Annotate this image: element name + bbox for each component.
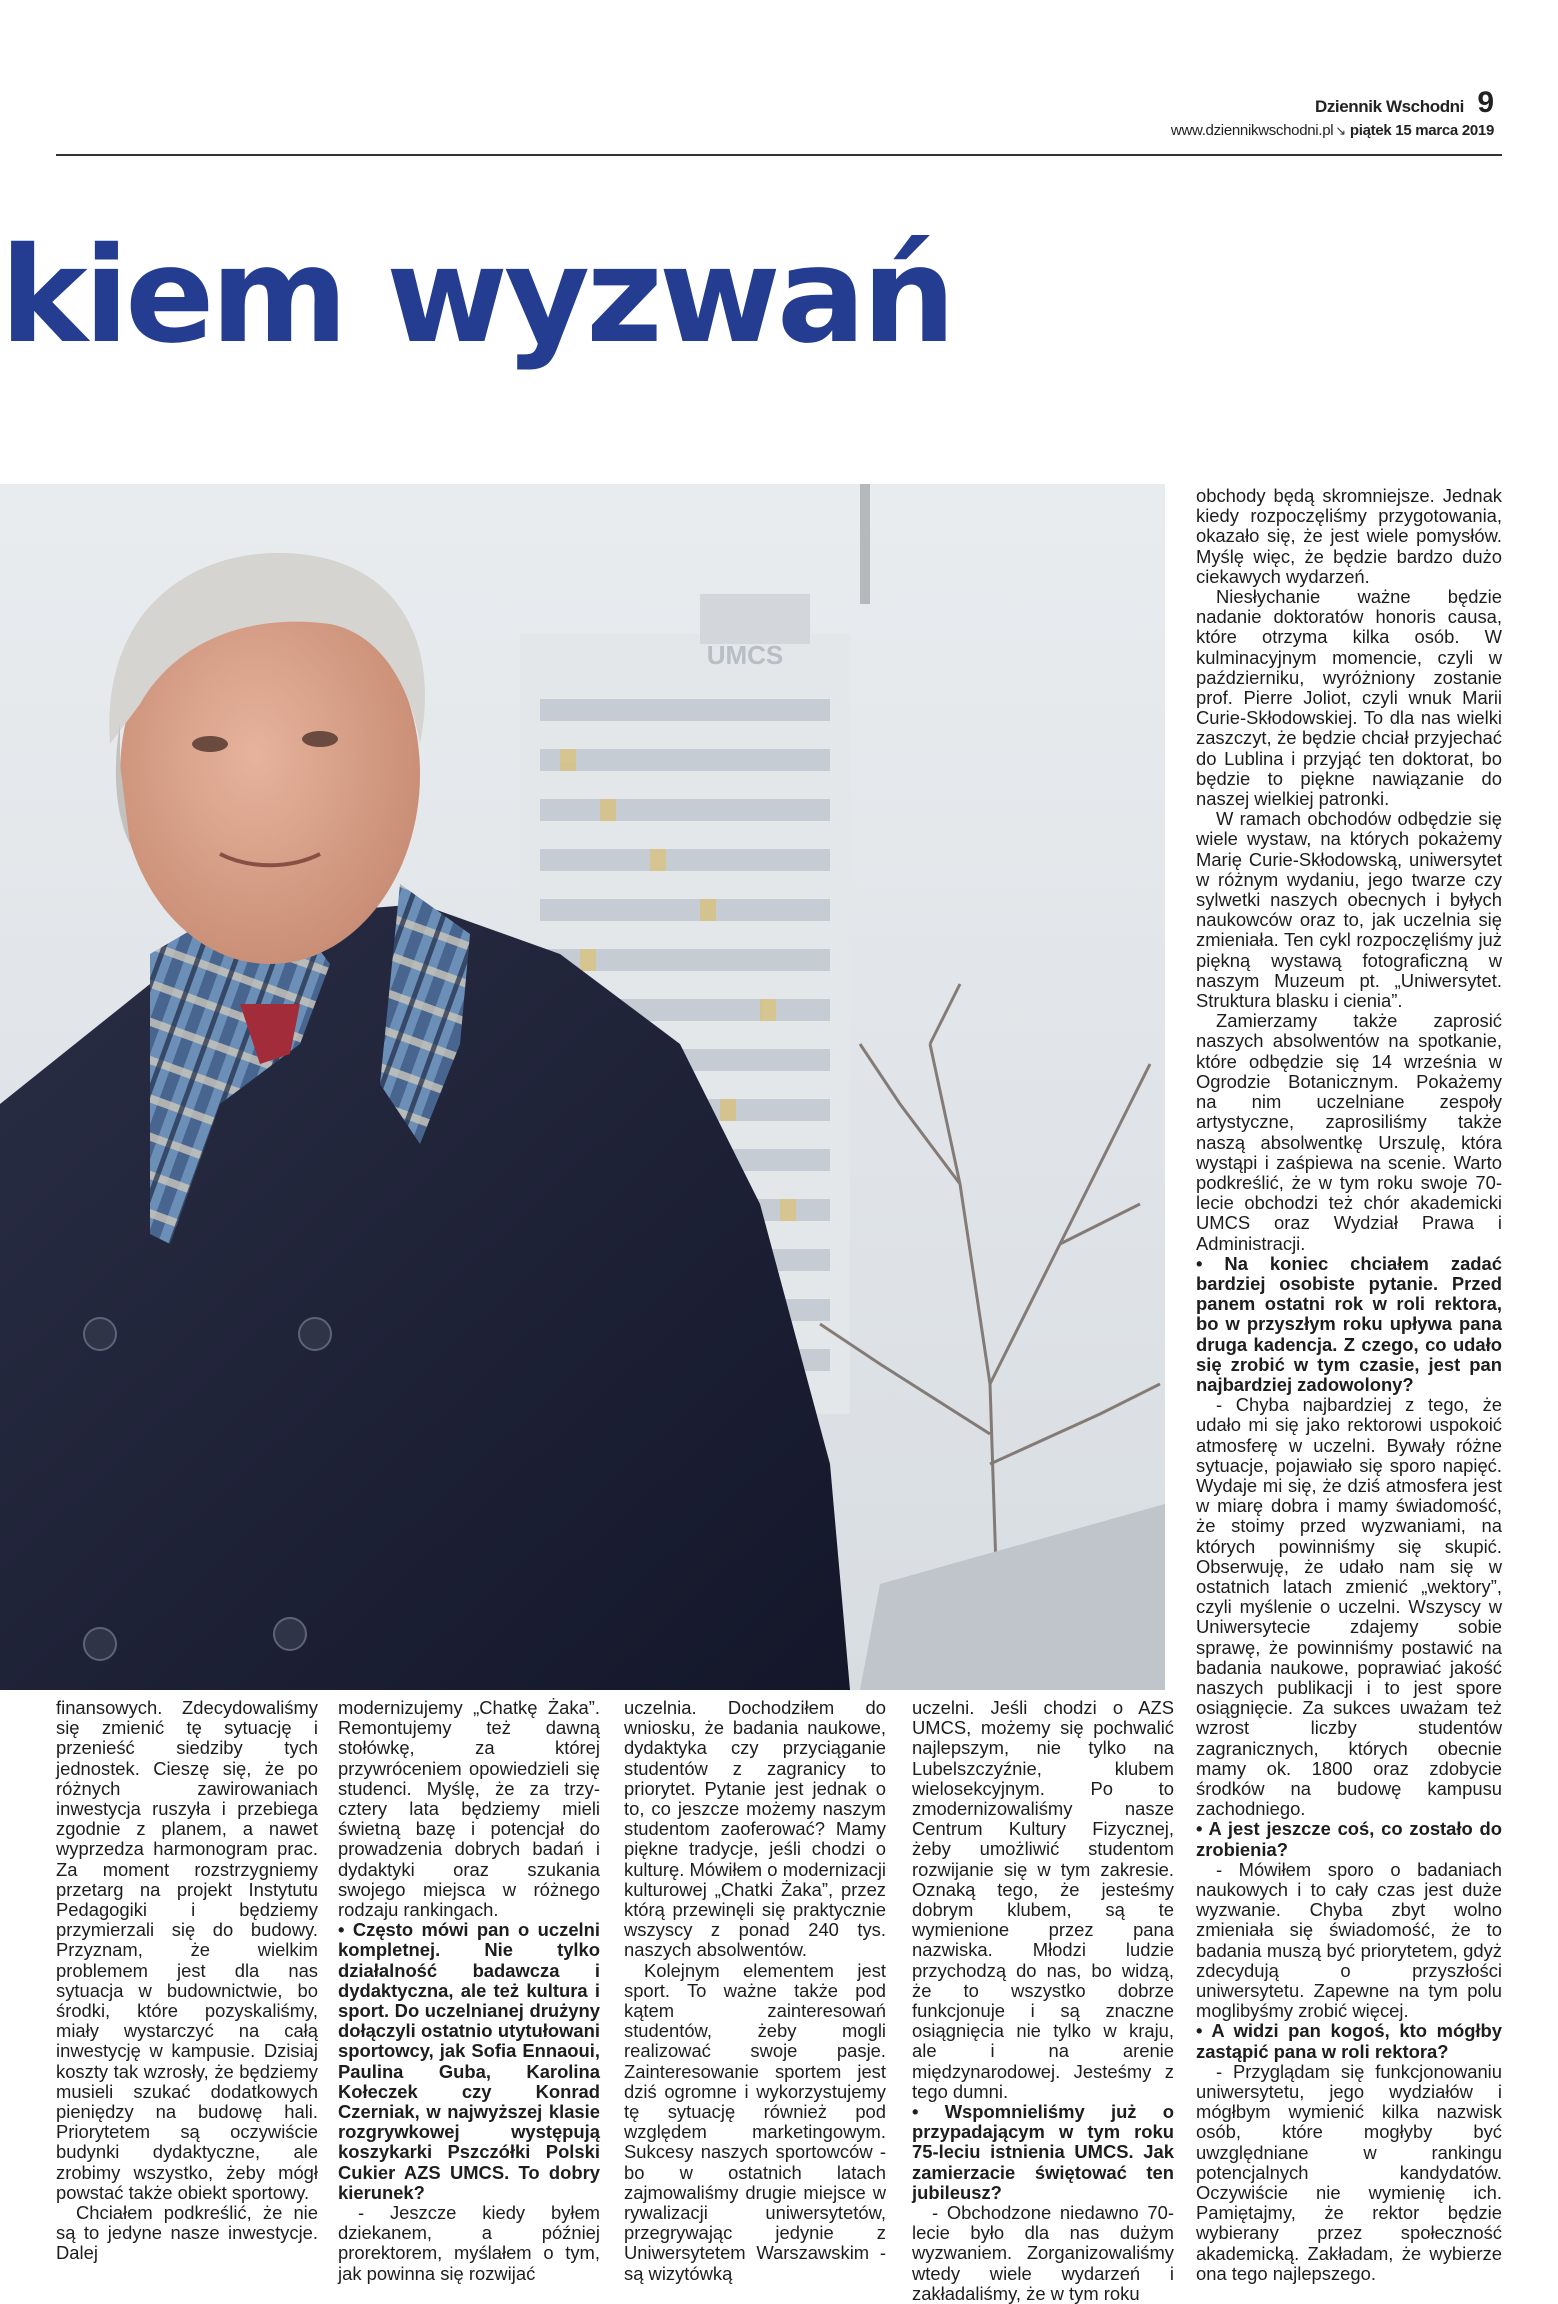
paragraph: obchody będą skromniejsze. Jednak kiedy rozpoczęliśmy przygotowania, okazało się, że jest wiele pomysłów. Myślę więc, że będzie bardzo dużo ciekawych wydarzeń. [1196, 485, 1502, 587]
article-column-3 [624, 1698, 886, 2284]
interview-question: • Wspomnieliśmy już o przypadającym w tym roku 75-leciu istnienia UMCS. Jak zamierzacie świętować ten jubileusz? [912, 2101, 1174, 2203]
paragraph: Kolejnym elementem jest sport. To ważne także pod kątem zainteresowań studentów, żeby mogli realizować swoje pasje. Zainteresowanie sportem jest dziś ogromne i wykorzystujemy tę sytuację również pod względem marketingowym. Sukcesy naszych sportowców - bo w ostatnich latach zajmowaliśmy drugie miejsce w rywalizacji uniwersytetów, przegrywając jedynie z Uniwersytetem Warszawskim - są wizytówką [624, 1959, 886, 2284]
interview-answer: - Przyglądam się funkcjonowaniu uniwersytetu, jego wydziałów i mógłbym wymienić kilka nazwisk osób, które mogłyby być uwzględniane w rankingu potencjalnych kandydatów. Oczywiście nie wymienię ich. Pamiętajmy, że rektor będzie wybierany przez społeczność akademicką. Zakładam, że wybierze ona tego najlepszego. [1196, 2060, 1502, 2284]
article-column-right [1196, 486, 1502, 2284]
page-number: 9 [1477, 86, 1494, 119]
interview-question: • Na koniec chciałem zadać bardziej osobiste pytanie. Przed panem ostatni rok w roli rektora, bo w przyszłym roku upływa pana druga kadencja. Z czego, co udało się zrobić w tym czasie, jest pan najbardziej zadowolony? [1196, 1252, 1502, 1395]
page-header [0, 0, 1558, 160]
building-sign: UMCS [706, 640, 784, 670]
paragraph: Niesłychanie ważne będzie nadanie doktoratów honoris causa, które otrzyma kilka osób. W kulminacyjnym momencie, czyli w październiku, wyróżniony zostanie prof. Pierre Joliot, czyli wnuk Marii Curie-Skłodowskiej. To dla nas wielki zaszczyt, że będzie chciał przyjechać do Lublina i przyjąć ten doktorat, bo będzie to piękne nawiązanie do naszej wielkiej patronki. [1196, 586, 1502, 810]
cursor-icon: ↘ [1335, 123, 1346, 138]
headline: kiem wyzwań [0, 219, 952, 373]
paragraph: uczelni. Jeśli chodzi o AZS UMCS, możemy się pochwalić najlepszym, nie tylko na Lubelszczyźnie, klubem wielosekcyjnym. Po to zmodernizowaliśmy nasze Centrum Kultury Fizycznej, żeby umożliwić studentom rozwijanie się w tym zakresie. Oznaką tego, że jesteśmy dobrym klubem, są te wymienione przez pana nazwiska. Młodzi ludzie przychodzą do nas, bo widzą, że to wszystko dobrze funkcjonuje i są znaczne osiągnięcia nie tylko w kraju, ale i na arenie międzynarodowej. Jesteśmy z tego dumni. [912, 1697, 1174, 2102]
interview-answer: - Chyba najbardziej z tego, że udało mi się jako rektorowi uspokoić atmosferę w uczelni. Bywały różne sytuacje, pojawiało się sporo napięć. Wydaje mi się, że dziś atmosfera jest w miarę dobra i mamy świadomość, że stoimy przed wyzwaniami, na których powinniśmy się skupić. Obserwuję, że udało nam się w ostatnich latach zmienić „wektory”, czyli myślenie o uczelni. Wszyscy w Uniwersytecie zdajemy sobie sprawę, że powinniśmy postawić na badania naukowe, poprawiać jakość naszych publikacji i to jest spore osiągnięcie. Za sukces uważam też wzrost liczby studentów zagranicznych, których obecnie mamy ok. 1800 oraz zdobycie środków na budowę kampusu zachodniego. [1196, 1394, 1502, 1820]
interview-answer: - Mówiłem sporo o badaniach naukowych i to cały czas jest duże wyzwanie. Chyba zbyt wolno zmieniała się świadomość, że to badania muszą być priorytetem, gdyż zdecydują o przyszłości uniwersytetu. Zapewne na tym polu moglibyśmy zrobić więcej. [1196, 1858, 1502, 2022]
header-rule [56, 154, 1502, 156]
interview-question: • A jest jeszcze coś, co zostało do zrobienia? [1196, 1818, 1502, 1860]
paragraph: Chciałem podkreślić, że nie są to jedyne nasze inwestycje. Dalej [56, 2202, 318, 2264]
portrait-photo [0, 484, 1165, 1690]
article-column-2 [338, 1698, 600, 2284]
interview-question: • Często mówi pan o uczelni kompletnej. Nie tylko działalność badawcza i dydaktyczna, ale też kultura i sport. Do uczelnianej drużyny dołączyli ostatnio utytułowani sportowcy, jak Sofia Ennaoui, Paulina Guba, Karolina Kołeczek czy Konrad Czerniak, w najwyższej klasie rozgrywkowej występują koszykarki Pszczółki Polski Cukier AZS UMCS. To dobry kierunek? [338, 1919, 600, 2203]
article-column-4 [912, 1698, 1174, 2304]
website-link[interactable]: www.dziennikwschodni.pl [1170, 122, 1334, 139]
paragraph: modernizujemy „Chatkę Żaka”. Remontujemy też dawną stołówkę, za której przywróceniem opowiedzieli się studenci. Myślę, że za trzy-cztery lata będziemy mieli świetną bazę i potencjał do prowadzenia dobrych badań i dydaktyki oraz szukania swojego miejsca w różnego rodzaju rankingach. [338, 1697, 600, 1921]
interview-answer: - Jeszcze kiedy byłem dziekanem, a później prorektorem, myślałem o tym, jak powinna się rozwijać [338, 2202, 600, 2284]
dateline [1171, 122, 1494, 139]
publication-name: Dziennik Wschodni [1314, 97, 1464, 116]
interview-answer: - Obchodzone niedawno 70-lecie było dla nas dużym wyzwaniem. Zorganizowaliśmy wtedy wiele wydarzeń i zakładaliśmy, że w tym roku [912, 2202, 1174, 2304]
paragraph: W ramach obchodów odbędzie się wiele wystaw, na których pokażemy Marię Curie-Skłodowską, uniwersytet w różnym wydaniu, jego twarze czy sylwetki naszych obecnych i byłych naukowców oraz to, jak uczelnia się zmieniała. Ten cykl rozpoczęliśmy już piękną wystawą fotograficzną w naszym Muzeum pt. „Uniwersytet. Struktura blasku i cienia”. [1196, 808, 1502, 1012]
issue-date: piątek 15 marca 2019 [1349, 122, 1494, 139]
paragraph: Zamierzamy także zaprosić naszych absolwentów na spotkanie, które odbędzie się 14 września w Ogrodzie Botanicznym. Pokażemy na nim uczelniane zespoły artystyczne, zaprosiliśmy także naszą absolwentkę Urszulę, która wystąpi i zaśpiewa na scenie. Warto podkreślić, że w tym roku swoje 70-lecie obchodzi też chór akademicki UMCS oraz Wydział Prawa i Administracji. [1196, 1010, 1502, 1254]
paragraph: uczelnia. Dochodziłem do wniosku, że badania naukowe, dydaktyka czy przyciąganie studentów z zagranicy to priorytet. Pytanie jest jednak o to, co jeszcze możemy naszym studentom zaoferować? Mamy piękne tradycje, jeśli chodzi o kulturę. Mówiłem o modernizacji kulturowej „Chatki Żaka”, przez którą przewinęli się praktycznie wszyscy z ponad 240 tys. naszych absolwentów. [624, 1697, 886, 1961]
paragraph: finansowych. Zdecydowaliśmy się zmienić tę sytuację i przenieść siedziby tych jednostek. Cieszę się, że po różnych zawirowaniach inwestycja ruszyła i przebiega zgodnie z planem, a nawet wyprzedza harmonogram prac. Za moment rozstrzygniemy przetarg na projekt Instytutu Pedagogiki i będziemy przymierzali się do budowy. Przyznam, że wielkim problemem jest dla nas sytuacja w budownictwie, bo środki, które pozyskaliśmy, miały wystarczyć na całą inwestycję w kampusie. Dzisiaj koszty tak wzrosły, że będziemy musieli szukać dodatkowych pieniędzy na budowę hali. Priorytetem są oczywiście budynki dydaktyczne, ale zrobimy wszystko, żeby mógł powstać także obiekt sportowy. [56, 1697, 318, 2203]
interview-question: • A widzi pan kogoś, kto mógłby zastąpić pana w roli rektora? [1196, 2020, 1502, 2062]
article-column-1 [56, 1698, 318, 2264]
